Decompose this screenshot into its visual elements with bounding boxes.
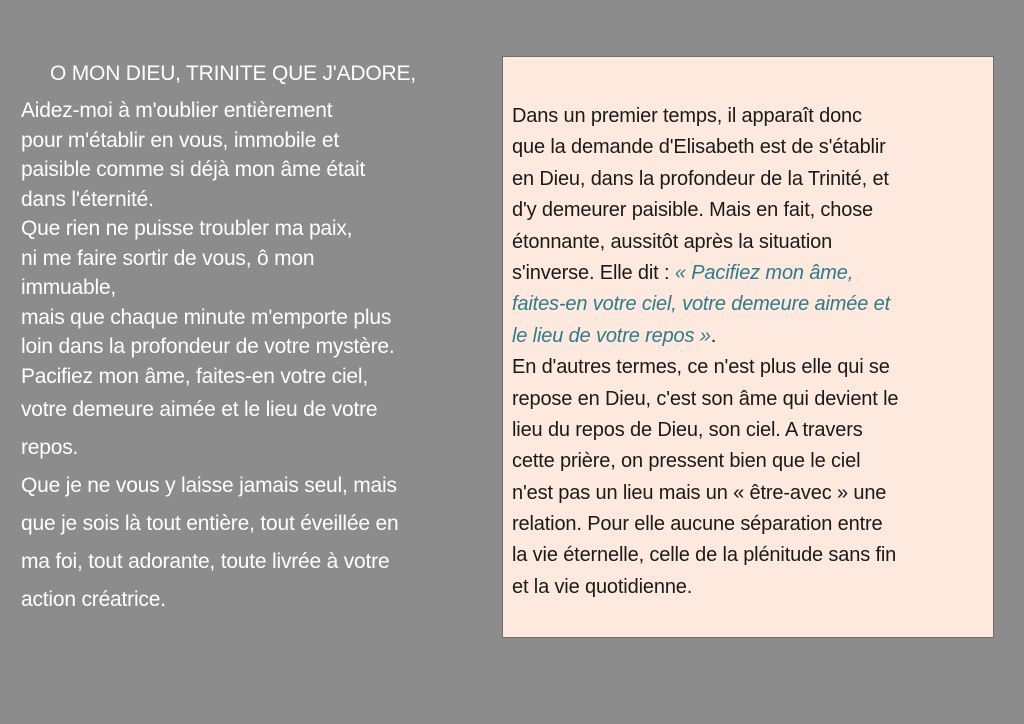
commentary-text-span: . (710, 324, 717, 347)
prayer-line: ni me faire sortir de vous, ô mon (21, 246, 315, 270)
prayer-line: Aidez-moi à m'oublier entièrement (21, 99, 333, 122)
commentary-line: la vie éternelle, celle de la plénitude sans fin (512, 544, 897, 567)
prayer-line: action créatrice. (21, 588, 166, 611)
commentary-line: en Dieu, dans la profondeur de la Trinité, et (512, 167, 889, 190)
commentary-line (512, 321, 898, 352)
quoted-prayer: faites-en votre ciel, votre demeure aimée et (512, 293, 891, 316)
prayer-line: paisible comme si déjà mon âme était (21, 158, 366, 181)
prayer-text (21, 96, 491, 619)
commentary-line: n'est pas un lieu mais un « être-avec » une (512, 481, 887, 504)
commentary-line: étonnante, aussitôt après la situation (512, 230, 833, 253)
commentary-text (512, 101, 898, 603)
commentary-text-span: s'inverse. Elle dit : (512, 261, 675, 284)
prayer-line: que je sois là tout entière, tout éveillée en (21, 512, 399, 535)
prayer-line: repos. (21, 436, 79, 459)
prayer-line: loin dans la profondeur de votre mystère. (21, 335, 395, 358)
commentary-line (512, 258, 898, 289)
prayer-line: dans l'éternité. (21, 187, 154, 211)
prayer-line: ma foi, tout adorante, toute livrée à votre (21, 550, 390, 573)
prayer-line: pour m'établir en vous, immobile et (21, 128, 339, 152)
prayer-line: votre demeure aimée et le lieu de votre (21, 398, 378, 421)
commentary-line: lieu du repos de Dieu, son ciel. A travers (512, 418, 863, 441)
commentary-line: En d'autres termes, ce n'est plus elle qui se (512, 356, 890, 379)
commentary-line: Dans un premier temps, il apparaît donc (512, 105, 862, 127)
commentary-box (502, 56, 994, 638)
prayer-line: mais que chaque minute m'emporte plus (21, 305, 392, 329)
prayer-line: Que rien ne puisse troubler ma paix, (21, 217, 353, 240)
commentary-line: repose en Dieu, c'est son âme qui devient le (512, 387, 899, 410)
commentary-line: d'y demeurer paisible. Mais en fait, chose (512, 199, 874, 222)
commentary-line: que la demande d'Elisabeth est de s'établir (512, 136, 886, 159)
commentary-line: relation. Pour elle aucune séparation entre (512, 513, 883, 536)
commentary-line: cette prière, on pressent bien que le ciel (512, 450, 861, 473)
quoted-prayer: le lieu de votre repos » (512, 324, 711, 347)
prayer-line: Pacifiez mon âme, faites-en votre ciel, (21, 364, 369, 388)
prayer-title: O MON DIEU, TRINITE QUE J'ADORE, (50, 62, 416, 85)
prayer-line: immuable, (21, 276, 117, 299)
quoted-prayer: « Pacifiez mon âme, (674, 261, 854, 284)
commentary-line: et la vie quotidienne. (512, 575, 693, 598)
prayer-line: Que je ne vous y laisse jamais seul, mais (21, 474, 397, 497)
